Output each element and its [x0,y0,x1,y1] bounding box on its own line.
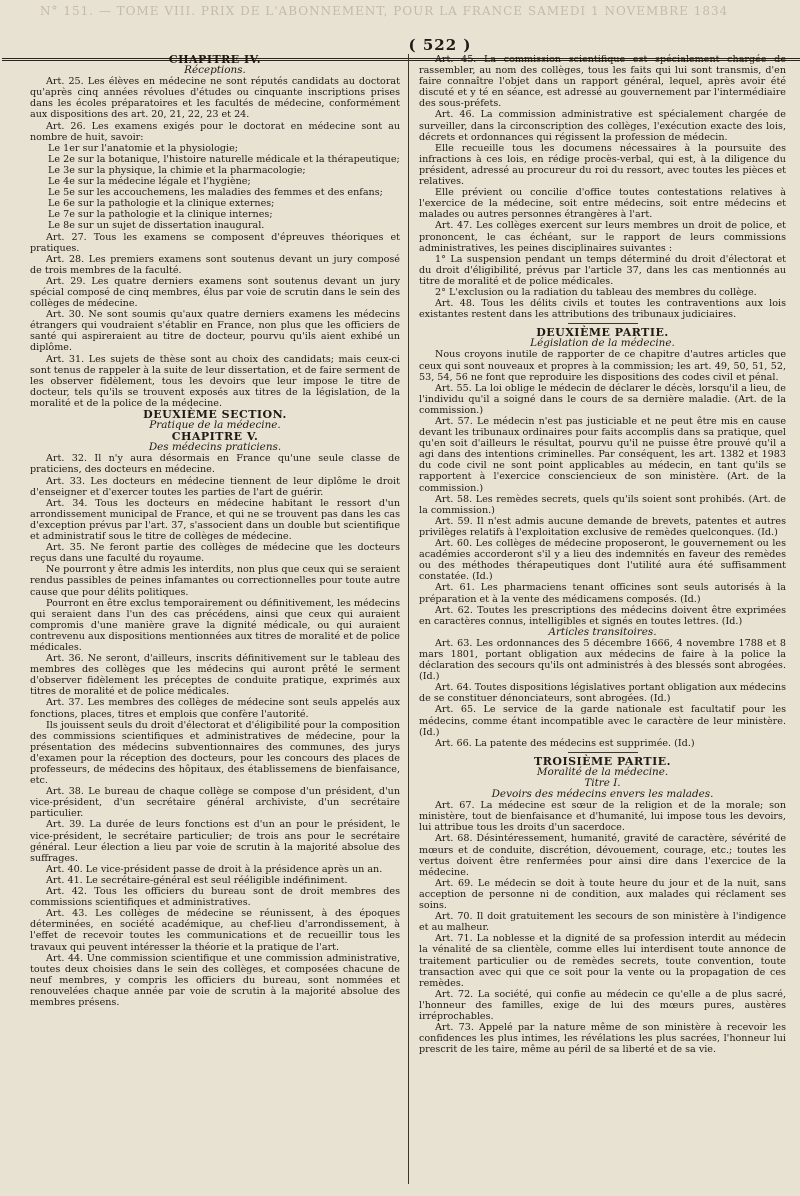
section-2-title: DEUXIÈME SECTION. [143,408,287,421]
penalty-1: 1° La suspension pendant un temps déterminé du droit d'électorat et du droit d'éligibilité, prévus par l'article 37, dans les cas mentionnés au titre de moralité et de police médicales. [419,253,786,287]
part-3-subtitle: Moralité de la médecine. [536,765,669,778]
article-44: Art. 44. Une commission scientifique et une commission administrative, toutes deux choisies dans le sein des collèges, et composées chacune de neuf membres, y compris les officiers du bureau, sont nommées et renouvelées chaque année par voie de scrutin à la majorité absolue des membres présens. [30,952,400,1008]
exam-item: Le 7e sur la pathologie et la clinique internes; [48,209,273,221]
section-rule [568,752,638,753]
section-2-subtitle: Pratique de la médecine. [149,419,281,432]
transitory-articles-title: Articles transitoires. [548,625,657,638]
article-68: Art. 68. Désintéressement, humanité, gravité de caractère, sévérité de mœurs et de conduite, discrétion, dévouement, courage, etc.; toutes les vertus doivent être renfermées pour ainsi dire dans l'exercice de la médecine. [419,833,786,878]
article-42: Art. 42. Tous les officiers du bureau sont de droit membres des commissions scientifiques et administratives. [30,886,400,909]
article-34: Art. 34. Tous les docteurs en médecine habitant le ressort d'un arrondissement municipal de France, et qui ne se trouvent pas dans les cas d'exception prévus par l'art. 37, s'associent dans un double but scientifique et administratif sous le titre de collèges de médecine. [30,497,400,543]
exam-item: Le 5e sur les accouchemens, les maladies des femmes et des enfans; [48,187,383,199]
article-71: Art. 71. La noblesse et la dignité de sa profession interdit au médecin la vénalité de sa clientèle, comme elles lui interdisent toute annonce de traitement particulier ou de remèdes secrets, toute convention, toute transaction avec qui que ce soit pour la vente ou la propagation de ces remèdes. [419,933,786,989]
article-63: Art. 63. Les ordonnances des 5 décembre 1666, 4 novembre 1788 et 8 mars 1801, portant obligation aux médecins de faire à la police la déclaration des secours qu'ils ont administrés à des blessés sont abrogées. (Id.) [419,637,786,683]
article-58: Art. 58. Les remèdes secrets, quels qu'ils soient sont prohibés. (Art. de la commission.) [419,493,786,516]
article-46: Art. 46. La commission administrative est spécialement chargée de surveiller, dans la circonscription des collèges, l'exécution exacte des lois, décrets et ordonnances qui régissent la profession de médecin. [419,109,786,143]
article-35-para-2: Ne pourront y être admis les interdits, non plus que ceux qui se seraient rendus passibles de peines infamantes ou correctionnelles pour toute autre cause que pour délits politiques. [30,564,400,598]
exam-item: Le 3e sur la physique, la chimie et la pharmacologie; [48,164,306,176]
article-43: Art. 43. Les collèges de médecine se réunissent, à des époques déterminées, en société académique, au chef-lieu d'arrondissement, à l'effet de recevoir toutes les communications et de recueillir tous les travaux qui peuvent intéresser la théorie et la pratique de l'art. [30,908,400,953]
article-72: Art. 72. La société, qui confie au médecin ce qu'elle a de plus sacré, l'honneur des familles, exige de lui des mœurs pures, austères irréprochables. [419,988,786,1022]
chapter-4-subtitle: Réceptions. [184,64,246,77]
right-column [408,54,786,1184]
article-69: Art. 69. Le médecin se doit à toute heure du jour et de la nuit, sans acception de personne ni de condition, aux malades qui réclament ses soins. [419,877,786,912]
left-column [30,54,408,1184]
article-25: Art. 25. Les élèves en médecine ne sont réputés candidats au doctorat qu'après cinq années révolues d'études ou cinquante inscriptions prises dans les écoles préparatoires et les facultés de médecine, conformément aux dispositions des art. 20, 21, 22, 23 et 24. [30,76,400,121]
chapter-5-title: CHAPITRE V. [171,430,259,444]
article-38: Art. 38. Le bureau de chaque collège se compose d'un président, d'un vice-président, d'un secrétaire général archiviste, d'un secrétaire particulier. [30,786,400,820]
article-33: Art. 33. Les docteurs en médecine tiennent de leur diplôme le droit d'enseigner et d'exercer toutes les parties de l'art de guérir. [30,475,400,498]
article-36: Art. 36. Ne seront, d'ailleurs, inscrits définitivement sur le tableau des membres des collèges que les médecins qui auront prêté le serment d'observer fidèlement les préceptes de conduite pratique, exprimés aux titres de moralité et de police médicales. [30,653,400,698]
article-28: Art. 28. Les premiers examens sont soutenus devant un jury composé de trois membres de la faculté. [30,253,400,276]
chapter-4-title: CHAPITRE IV. [168,54,262,66]
exam-item: Le 6e sur la pathologie et la clinique externes; [48,198,275,210]
article-61: Art. 61. Les pharmaciens tenant officines sont seuls autorisés à la préparation et à la vente des médicamens composés. (Id.) [419,582,786,605]
part-3-title: TROISIÈME PARTIE. [534,754,671,768]
article-57: Art. 57. Le médecin n'est pas justiciable et ne peut être mis en cause devant les tribunaux ordinaires pour faits accomplis dans sa pratique, quel qu'en soit d'ailleurs le résultat, pourvu qu'il ne puisse être prouvé qu'il a agi dans des intentions criminelles. Par conséquent, les art. 1382 et 1983 du code civil ne sont point applicables au médecin, en tant qu'ils se rapportent à l'exercice consciencieux de son ministère. (Art. de la commission.) [419,416,786,494]
article-30: Art. 30. Ne sont soumis qu'aux quatre derniers examens les médecins étrangers qui voudraient s'établir en France, non plus que les officiers de santé qui aspireraient au titre de docteur, pourvu qu'ils aient exhibé un diplôme. [30,309,400,354]
exam-item: Le 8e sur un sujet de dissertation inaugural. [48,220,265,232]
exam-item: Le 2e sur la botanique, l'histoire naturelle médicale et la thérapeutique; [48,153,400,165]
titre-1-label: Titre I. [584,777,621,789]
article-59: Art. 59. Il n'est admis aucune demande de brevets, patentes et autres privilèges relatifs à l'exploitation exclusive de remèdes quelconques. (Id.) [419,515,786,538]
article-65: Art. 65. Le service de la garde nationale est facultatif pour les médecins, comme étant incompatible avec le caractère de leur ministère. (Id.) [419,704,786,738]
page-number: ( 522 ) [408,36,472,54]
part-2-title: DEUXIÈME PARTIE. [536,326,669,340]
exam-item: Le 4e sur la médecine légale et l'hygiène; [48,176,251,188]
article-35: Art. 35. Ne feront partie des collèges de médecine que les docteurs reçus dans une faculté du royaume. [30,542,400,565]
exam-item: Le 1er sur l'anatomie et la physiologie; [48,142,238,154]
article-45: Art. 45. La commission scientifique est spécialement chargée de rassembler, au nom des collèges, tous les faits qui lui sont transmis, d'en faire connaître l'objet dans un rapport général, lequel, après avoir été discuté et y té en séance, est adressé au gouvernement par l'intermédiaire des sous-préfets. [419,54,786,110]
article-48: Art. 48. Tous les délits civils et toutes les contraventions aux lois existantes restent dans les attributions des tribunaux judiciaires. [419,298,786,321]
part-2-intro: Nous croyons inutile de rapporter de ce chapitre d'autres articles que ceux qui sont nouveaux et propres à la commission; les art. 49, 50, 51, 52, 53, 54, 56 ne font que reproduire les dispositions des codes civil et pénal. [419,349,786,383]
article-60: Art. 60. Les collèges de médecine proposeront, le gouvernement ou les académies accorderont s'il y a lieu des indemnités en faveur des remèdes ou des méthodes thérapeutiques dont l'utilité aura été suffisamment constatée. (Id.) [419,538,786,583]
titre-1-subtitle: Devoirs des médecins envers les malades. [491,788,714,801]
article-67: Art. 67. La médecine est sœur de la religion et de la morale; son ministère, tout de bienfaisance et d'humanité, lui impose tous les devoirs, lui attribue tous les droits d'un sacerdoce. [419,800,786,834]
article-73: Art. 73. Appelé par la nature même de son ministère à recevoir les confidences les plus intimes, les révélations les plus sacrées, l'honneur lui prescrit de les taire, même au péril de sa liberté et de sa vie. [419,1022,786,1056]
article-66: Art. 66. La patente des médecins est supprimée. (Id.) [435,737,695,749]
article-31: Art. 31. Les sujets de thèse sont au choix des candidats; mais ceux-ci sont tenus de rappeler à la suite de leur dissertation, et de faire serment de les observer fidèlement, tous les devoirs que leur impose le titre de docteur, tels qu'ils se trouvent exposés aux titres de la législation, de la moralité et de la police de la médecine. [30,353,400,409]
article-46-para-3: Elle prévient ou concilie d'office toutes contestations relatives à l'exercice de la médecine, soit entre médecins, soit entre médecins et malades ou autres personnes étrangères à l'art. [419,187,786,221]
article-70: Art. 70. Il doit gratuitement les secours de son ministère à l'indigence et au malheur. [419,911,786,934]
part-2-subtitle: Législation de la médecine. [530,337,675,350]
penalty-2: 2° L'exclusion ou la radiation du tableau des membres du collège. [435,286,757,298]
article-columns [30,54,792,1184]
section-rule [568,323,638,324]
article-41: Art. 41. Le secrétaire-général est seul rééligible indéfiniment. [46,874,348,886]
article-40: Art. 40. Le vice-président passe de droit à la présidence après un an. [46,863,383,875]
article-64: Art. 64. Toutes dispositions législatives portant obligation aux médecins de se constituer dénonciateurs, sont abrogées. (Id.) [419,682,786,705]
article-26: Art. 26. Les examens exigés pour le doctorat en médecine sont au nombre de huit, savoir: [30,120,400,143]
page-header [30,14,792,54]
article-32: Art. 32. Il n'y aura désormais en France qu'une seule classe de praticiens, des docteurs en médecine. [30,453,400,476]
article-37: Art. 37. Les membres des collèges de médecine sont seuls appelés aux fonctions, places, titres et emplois que confère l'autorité. [30,697,400,720]
article-27: Art. 27. Tous les examens se composent d'épreuves théoriques et pratiques. [30,231,400,254]
article-47: Art. 47. Les collèges exercent sur leurs membres un droit de police, et prononcent, le cas échéant, sur le rapport de leurs commissions administratives, les peines disciplinaires suivantes : [419,220,786,254]
bleed-through-text: N° 151. — TOME VIII. PRIX DE L'ABONNEMENT, POUR LA FRANCE SAMEDI 1 NOVEMBRE 1834 [40,4,729,18]
article-55: Art. 55. La loi oblige le médecin de déclarer le décès, lorsqu'il a lieu, de l'individu qu'il a soigné dans le cours de sa dernière maladie. (Art. de la commission.) [419,382,786,416]
article-46-para-2: Elle recueille tous les documens nécessaires à la poursuite des infractions à ces lois, en rédige procès-verbal, qui est, à la diligence du président, adressé au procureur du roi du ressort, avec toutes les pièces et relatives. [419,142,786,188]
article-29: Art. 29. Les quatre derniers examens sont soutenus devant un jury spécial composé de cinq membres, élus par voie de scrutin dans le sein des collèges de médecine. [30,275,400,310]
article-39: Art. 39. La durée de leurs fonctions est d'un an pour le président, le vice-président, le secrétaire particulier; de trois ans pour le secrétaire général. Leur élection a lieu par voie de scrutin à la majorité absolue des suffrages. [30,819,400,864]
article-62: Art. 62. Toutes les prescriptions des médecins doivent être exprimées en caractères connus, intelligibles et signés en toutes lettres. (Id.) [419,604,786,627]
chapter-5-subtitle: Des médecins praticiens. [148,441,282,454]
article-37-para-2: Ils jouissent seuls du droit d'électorat et d'éligibilité pour la composition des commissions scientifiques et administratives de médecine, pour la présentation des médecins subventionnaires des communes, des jurys d'examen pour la réception des docteurs, pour les concours des places de professeurs, de médecins des hôpitaux, des établissemens de bienfaisance, etc. [30,719,400,787]
article-35-para-3: Pourront en être exclus temporairement ou définitivement, les médecins qui seraient dans l'un des cas précédens, ainsi que ceux qui auraient compromis d'une manière grave la dignité médicale, ou qui auraient contrevenu aux dispositions mentionnées aux titres de moralité et de police médicales. [30,597,400,653]
